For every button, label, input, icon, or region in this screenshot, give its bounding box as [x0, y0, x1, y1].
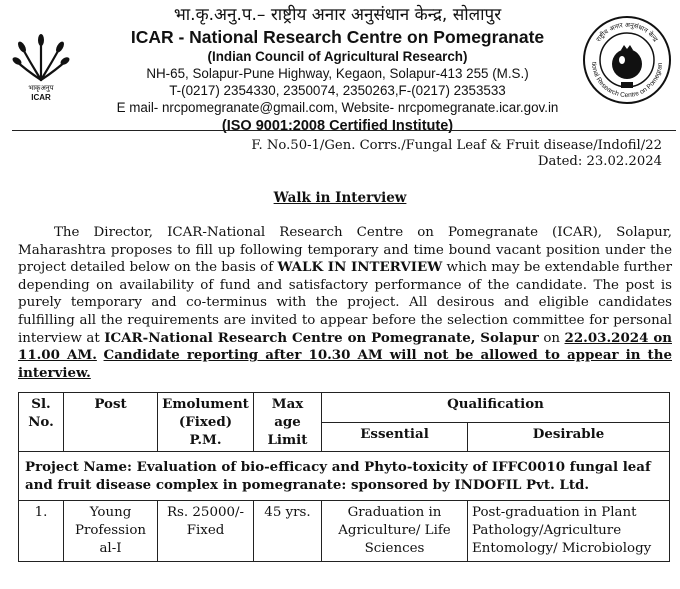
cell-essential: Graduation in Agriculture/ Life Sciences: [322, 501, 468, 562]
pomegranate-icon: [612, 45, 642, 88]
nrcp-seal-logo: [582, 10, 672, 108]
org-name: ICAR - National Research Centre on Pomegranate: [130, 27, 545, 47]
file-number: F. No.50-1/Gen. Corrs./Fungal Leaf & Fruit disease/Indofil/22: [251, 138, 662, 153]
col-header-emolument: Emolument (Fixed) P.M.: [158, 393, 254, 452]
cell-sl: 1.: [19, 501, 64, 562]
project-row: [19, 452, 670, 501]
cell-emolument: Rs. 25000/- Fixed: [158, 501, 254, 562]
icar-logo: [12, 30, 70, 102]
walk-in-emphasis: WALK IN INTERVIEW: [277, 259, 443, 276]
hindi-org-name: भा.कृ.अनु.प.– राष्ट्रीय अनार अनुसंधान केन्द्र, सोलापुर: [173, 5, 502, 25]
svg-text:राष्ट्रीय अनार अनुसंधान केन्द्: राष्ट्रीय अनार अनुसंधान केन्द्र: [594, 20, 660, 44]
col-header-essential: Essential: [322, 422, 468, 452]
reporting-note: Candidate reporting after 10.30 AM will not be allowed to appear in the interview.: [18, 347, 672, 381]
email-website: E mail- nrcpomegranate@gmail.com, Website- nrcpomegranate.icar.gov.in: [116, 100, 559, 115]
col-header-sl: Sl. No.: [19, 393, 64, 452]
parent-org: (Indian Council of Agricultural Research): [207, 49, 468, 64]
col-header-post: Post: [64, 393, 158, 452]
svg-text:ICAR: ICAR: [31, 93, 51, 102]
letterhead: [100, 4, 575, 136]
project-name: Project Name: Evaluation of bio-efficacy and Phyto-toxicity of IFFC0010 fungal leaf and fruit disease complex in pomegranate: sponsored by INDOFIL Pvt. Ltd.: [19, 452, 670, 501]
col-header-qualification: Qualification: [322, 393, 670, 423]
wheat-icon: [12, 30, 70, 102]
address: NH-65, Solapur-Pune Highway, Kegaon, Solapur-413 255 (M.S.): [146, 66, 529, 81]
vacancy-table: [18, 392, 670, 562]
col-header-max-age: Max age Limit: [254, 393, 322, 452]
venue: ICAR-National Research Centre on Pomegranate, Solapur: [104, 329, 539, 346]
cell-desirable: Post-graduation in Plant Pathology/Agriculture Entomology/ Microbiology: [468, 501, 670, 562]
table-header-row: [19, 393, 670, 423]
phone-fax: T-(0217) 2354330, 2350074, 2350263,F-(0217) 2353533: [169, 83, 506, 98]
notice-body: The Director, ICAR-National Research Centre on Pomegranate (ICAR), Solapur, Maharashtra proposes to fill up following temporary and time bound vacant position under the project detailed below on the basis of WALK IN INTERVIEW which may be extendable further depending on availability of fund and satisfactory performance of the candidate. The post is purely temporary and co-terminus with the project. All desirous and eligible candidates fulfilling all the requirements are invited to appear before the selection committee for personal interview at ICAR-National Research Centre on Pomegranate, Solapur on 22.03.2024 on 11.00 AM. Candidate reporting after 10.30 AM will not be allowed to appear in the interview.: [18, 225, 672, 381]
header-rule: [12, 130, 676, 131]
letter-date: Dated: 23.02.2024: [537, 154, 662, 169]
interview-datetime: 22.03.2024 on 11.00 AM.: [18, 329, 672, 364]
cell-post: Young Profession al-I: [64, 501, 158, 562]
iso-certification: (ISO 9001:2008 Certified Institute): [221, 118, 454, 134]
table-row: [19, 501, 670, 562]
svg-text:भाकृअनुप: भाकृअनुप: [28, 84, 54, 92]
cell-max-age: 45 yrs.: [254, 501, 322, 562]
col-header-desirable: Desirable: [468, 422, 670, 452]
svg-text:National Research Centre on Po: tional Research Centre on Pomegran: [589, 61, 665, 100]
notice-title: Walk in Interview: [273, 190, 407, 206]
